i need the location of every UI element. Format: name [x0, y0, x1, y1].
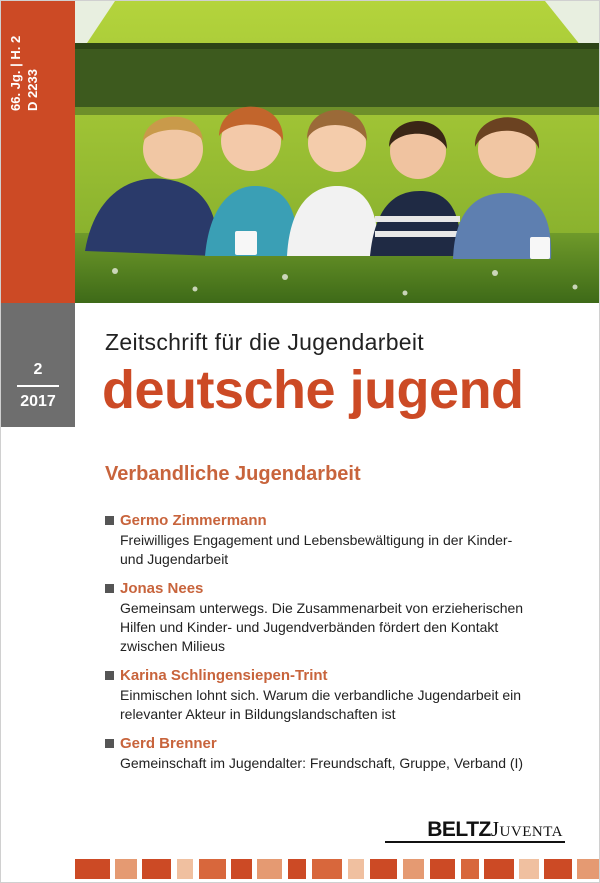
children-in-tent-illustration [75, 1, 600, 303]
issue-year: 2017 [20, 393, 56, 410]
bullet-square-icon [105, 516, 114, 525]
issue-theme: Verbandliche Jugendarbeit [105, 463, 361, 485]
color-tile [231, 859, 251, 879]
bullet-square-icon [105, 671, 114, 680]
color-tile [312, 859, 343, 879]
bullet-square-icon [105, 584, 114, 593]
color-tile [257, 859, 282, 879]
color-tile [544, 859, 571, 879]
publisher-underline [385, 841, 565, 843]
spine-info [7, 35, 41, 111]
entry-author: Jonas Nees [120, 580, 204, 597]
color-tile [577, 859, 600, 879]
color-tile [461, 859, 479, 879]
journal-masthead: deutsche jugend [102, 360, 524, 420]
entry-title-line: und Jugendarbeit [120, 551, 229, 567]
journal-subtitle: Zeitschrift für die Jugendarbeit [105, 329, 424, 355]
decorative-tile-band [75, 859, 600, 879]
entry-title-line: Hilfen und Kinder- und Jugendverbänden fördert den Kontakt [120, 619, 499, 635]
bullet-square-icon [105, 739, 114, 748]
entry-author: Gerd Brenner [120, 735, 217, 752]
volume-label: 66. Jg. | H. 2 [8, 35, 23, 111]
issue-number: 2 [33, 361, 43, 378]
entry-author: Germo Zimmermann [120, 512, 267, 529]
cover-photo [75, 1, 600, 303]
color-tile [430, 859, 455, 879]
spine-strip [1, 1, 75, 303]
color-tile [288, 859, 306, 879]
color-tile [199, 859, 226, 879]
publisher-logo [427, 817, 563, 842]
color-tile [370, 859, 397, 879]
color-tile [484, 859, 513, 879]
issue-box [1, 361, 75, 411]
publisher-name-part1: BELTZ [427, 818, 491, 841]
color-tile [115, 859, 137, 879]
entry-title-line: Freiwilliges Engagement und Lebensbewältigung in der Kinder- [120, 532, 513, 548]
color-tile [403, 859, 425, 879]
color-tile [519, 859, 539, 879]
color-tile [177, 859, 193, 879]
color-tile [348, 859, 364, 879]
table-of-contents [105, 511, 565, 783]
entry-title-line: Gemeinschaft im Jugendalter: Freundschaft, Gruppe, Verband (I) [120, 755, 524, 771]
entry-title-line: Gemeinsam unterwegs. Die Zusammenarbeit von erzieherischen [120, 600, 524, 616]
contents-entry [105, 579, 565, 656]
publication-code: D 2233 [25, 69, 40, 111]
contents-entry [105, 666, 565, 724]
entry-title-line: Einmischen lohnt sich. Warum die verbandliche Jugendarbeit ein [120, 687, 522, 703]
entry-author: Karina Schlingensiepen-Trint [120, 667, 328, 684]
color-tile [75, 859, 110, 879]
contents-entry [105, 511, 565, 569]
issue-divider [17, 385, 59, 387]
color-tile [142, 859, 171, 879]
publisher-name-part2: Juventa [490, 817, 563, 841]
entry-title-line: relevanter Akteur in Bildungslandschaften ist [120, 706, 396, 722]
contents-entry [105, 734, 565, 773]
entry-title-line: zwischen Milieus [120, 638, 226, 654]
